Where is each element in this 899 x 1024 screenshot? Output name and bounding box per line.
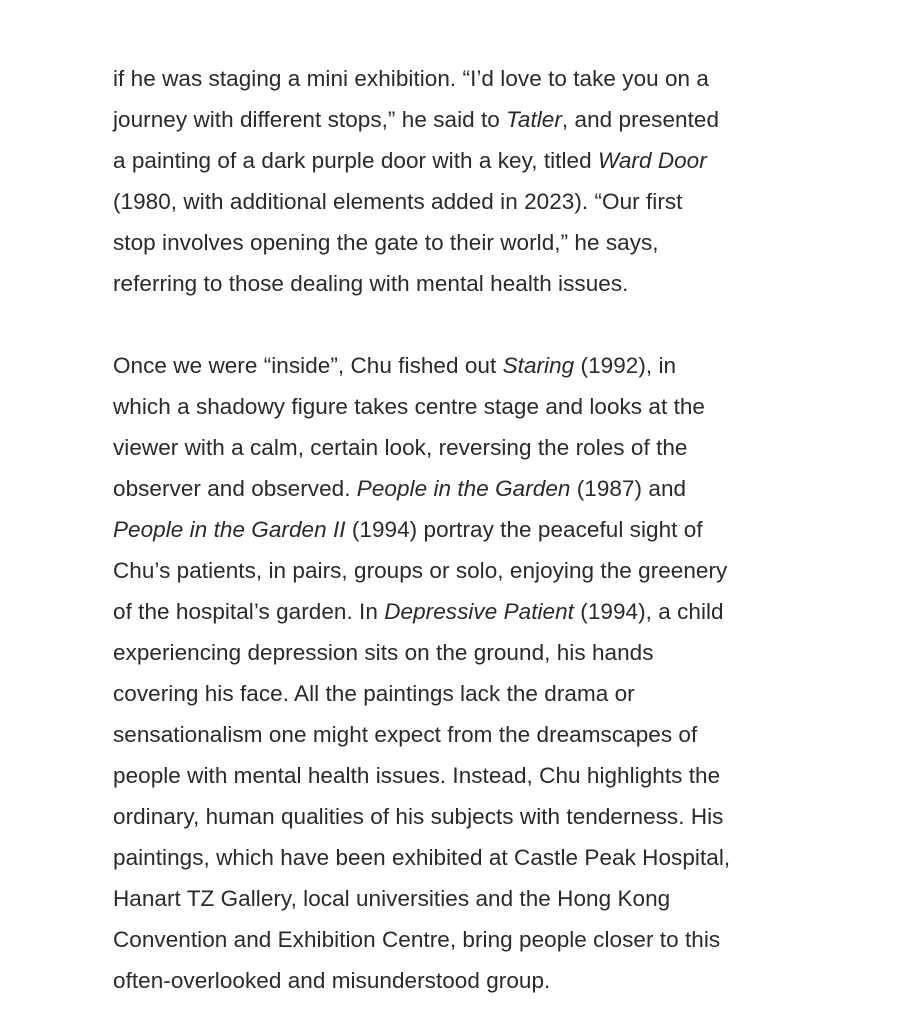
paragraph xyxy=(113,345,803,1001)
text-segment: sensationalism one might expect from the dreamscapes of xyxy=(113,722,698,747)
text-segment: Hanart TZ Gallery, local universities and the Hong Kong xyxy=(113,886,671,911)
text-line xyxy=(113,181,803,222)
text-line xyxy=(113,837,803,878)
text-segment: (1987) and xyxy=(570,476,687,501)
artwork-title: Tatler xyxy=(506,107,562,132)
text-line xyxy=(113,796,803,837)
text-segment: often-overlooked and misunderstood group. xyxy=(113,968,551,993)
text-segment: a painting of a dark purple door with a key, titled xyxy=(113,148,598,173)
text-segment: which a shadowy figure takes centre stage and looks at the xyxy=(113,394,705,419)
text-line xyxy=(113,468,803,509)
text-segment: ordinary, human qualities of his subjects with tenderness. His xyxy=(113,804,724,829)
text-line xyxy=(113,632,803,673)
text-line xyxy=(113,345,803,386)
text-line xyxy=(113,714,803,755)
text-line xyxy=(113,222,803,263)
article-body xyxy=(113,58,803,1001)
text-segment: , and presented xyxy=(561,107,720,132)
text-segment: journey with different stops,” he said to xyxy=(113,107,507,132)
text-line xyxy=(113,755,803,796)
text-line xyxy=(113,960,803,1001)
text-line xyxy=(113,58,803,99)
text-segment: (1992), in xyxy=(574,353,677,378)
text-segment: (1994) portray the peaceful sight of xyxy=(345,517,703,542)
text-segment: Once we were “inside”, Chu fished out xyxy=(113,353,503,378)
text-line xyxy=(113,386,803,427)
text-line xyxy=(113,919,803,960)
text-line xyxy=(113,140,803,181)
text-line xyxy=(113,673,803,714)
text-line xyxy=(113,427,803,468)
text-line xyxy=(113,263,803,304)
text-segment: (1980, with additional elements added in 2023). “Our first xyxy=(113,189,683,214)
artwork-title: Staring xyxy=(502,353,575,378)
paragraph xyxy=(113,58,803,304)
text-line xyxy=(113,878,803,919)
artwork-title: Ward Door xyxy=(597,148,707,173)
text-segment: (1994), a child xyxy=(573,599,724,624)
text-segment: stop involves opening the gate to their world,” he says, xyxy=(113,230,659,255)
text-line xyxy=(113,509,803,550)
text-line xyxy=(113,591,803,632)
text-segment: paintings, which have been exhibited at Castle Peak Hospital, xyxy=(113,845,731,870)
text-segment: referring to those dealing with mental health issues. xyxy=(113,271,629,296)
artwork-title: People in the Garden II xyxy=(113,517,346,542)
text-segment: experiencing depression sits on the ground, his hands xyxy=(113,640,654,665)
artwork-title: People in the Garden xyxy=(356,476,571,501)
text-line xyxy=(113,550,803,591)
text-segment: viewer with a calm, certain look, reversing the roles of the xyxy=(113,435,688,460)
text-line xyxy=(113,99,803,140)
text-segment: people with mental health issues. Instead, Chu highlights the xyxy=(113,763,721,788)
text-segment: covering his face. All the paintings lack the drama or xyxy=(113,681,635,706)
artwork-title: Depressive Patient xyxy=(384,599,574,624)
text-segment: of the hospital’s garden. In xyxy=(113,599,385,624)
text-segment: if he was staging a mini exhibition. “I’d love to take you on a xyxy=(113,66,709,91)
text-segment: observer and observed. xyxy=(113,476,357,501)
text-segment: Chu’s patients, in pairs, groups or solo, enjoying the greenery xyxy=(113,558,728,583)
text-segment: Convention and Exhibition Centre, bring people closer to this xyxy=(113,927,721,952)
